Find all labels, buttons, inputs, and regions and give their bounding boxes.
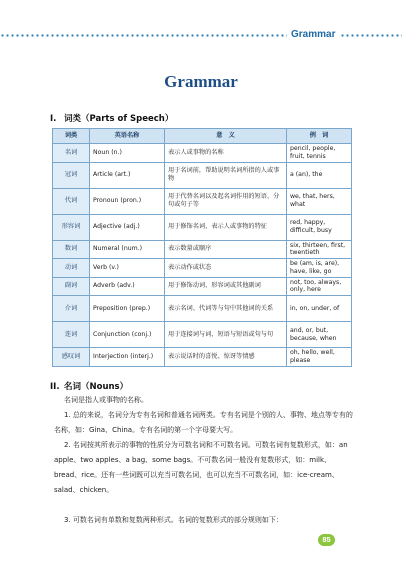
paragraph-intro: 名词是指人或事物的名称。 xyxy=(64,396,148,404)
cell: 表示说话时的喜悦、惊讶等情感 xyxy=(165,348,287,367)
cell: 动词 xyxy=(53,259,90,278)
paragraph-2: 2. 名词按其所表示的事物的性质分为可数名词和不可数名词。可数名词有复数形式，如：an apple、two apples、a bag、some bags。不可数名词一般没有复数形式，如：milk、bread、rice。还有一些词既可以充当可数名词，也可以充当不可数名词，如：ice-cream、salad、chicken。 xyxy=(54,441,348,494)
table-header-row xyxy=(53,129,352,144)
table-row xyxy=(53,259,352,278)
cell: six, thirteen, first, twentieth xyxy=(287,240,352,259)
cell: 名词 xyxy=(53,144,90,163)
header-band xyxy=(0,0,402,30)
cell: 介词 xyxy=(53,296,90,322)
cell: 用于修饰名词，表示人或事物的特征 xyxy=(165,214,287,240)
cell: be (am, is, are), have, like, go xyxy=(287,259,352,278)
cell: 形容词 xyxy=(53,214,90,240)
cell: 用于名词前，帮助说明名词所指的人或事物 xyxy=(165,162,287,188)
section-title: 词类（Parts of Speech） xyxy=(64,114,174,124)
section-heading-nouns xyxy=(50,380,128,392)
table-row xyxy=(53,296,352,322)
cell: Interjection (interj.) xyxy=(90,348,165,367)
cell: 冠词 xyxy=(53,162,90,188)
cell: we, that, hers, what xyxy=(287,188,352,214)
cell: and, or, but, because, when xyxy=(287,322,352,348)
column-header: 词类 xyxy=(53,129,90,144)
cell: 用于代替名词以及起名词作用的短语、分句或句子等 xyxy=(165,188,287,214)
table-row xyxy=(53,162,352,188)
section-number: I. xyxy=(50,114,57,124)
cell: Numeral (num.) xyxy=(90,240,165,259)
cell: 表示人或事物的名称 xyxy=(165,144,287,163)
table-row xyxy=(53,188,352,214)
table-row xyxy=(53,322,352,348)
table-row xyxy=(53,214,352,240)
cell: 数词 xyxy=(53,240,90,259)
paragraph-1: 1. 总的来说，名词分为专有名词和普通名词两类。专有名词是个别的人、事物、地点等专有的名称，如：Gina、China。专有名词的第一个字母要大写。 xyxy=(54,411,353,434)
cell: not, too, always, only, here xyxy=(287,277,352,296)
paragraph-3: 3. 可数名词有单数和复数两种形式。名词的复数形式的部分规则如下： xyxy=(64,516,283,524)
cell: a (an), the xyxy=(287,162,352,188)
cell: oh, hello, well, please xyxy=(287,348,352,367)
cell: 表示名词、代词等与句中其他词的关系 xyxy=(165,296,287,322)
parts-of-speech-table xyxy=(52,128,352,367)
column-header: 例 词 xyxy=(287,129,352,144)
cell: 表示动作或状态 xyxy=(165,259,287,278)
header-dotted-rule xyxy=(0,34,287,37)
section-heading-parts-of-speech xyxy=(50,112,173,124)
section-title: 名词（Nouns） xyxy=(64,382,129,392)
column-header: 意 义 xyxy=(165,129,287,144)
table-row xyxy=(53,240,352,259)
header-section-tag: Grammar xyxy=(291,29,336,40)
cell: 连词 xyxy=(53,322,90,348)
cell: Conjunction (conj.) xyxy=(90,322,165,348)
cell: 表示数量或顺序 xyxy=(165,240,287,259)
cell: Preposition (prep.) xyxy=(90,296,165,322)
cell: red, happy, difficult, busy xyxy=(287,214,352,240)
table-row xyxy=(53,144,352,163)
cell: 代词 xyxy=(53,188,90,214)
cell: Noun (n.) xyxy=(90,144,165,163)
cell: 用于修饰动词、形容词或其他副词 xyxy=(165,277,287,296)
header-dotted-rule-right xyxy=(340,34,402,37)
section-number: II. xyxy=(50,382,60,392)
table-row xyxy=(53,277,352,296)
cell: Pronoun (pron.) xyxy=(90,188,165,214)
cell: Article (art.) xyxy=(90,162,165,188)
cell: Adjective (adj.) xyxy=(90,214,165,240)
page-title: Grammar xyxy=(164,72,238,91)
cell: pencil, people, fruit, tennis xyxy=(287,144,352,163)
cell: 感叹词 xyxy=(53,348,90,367)
page-number-badge: 85 xyxy=(318,534,335,546)
cell: 用于连接词与词、短语与短语或句与句 xyxy=(165,322,287,348)
cell: Adverb (adv.) xyxy=(90,277,165,296)
cell: in, on, under, of xyxy=(287,296,352,322)
cell: 副词 xyxy=(53,277,90,296)
cell: Verb (v.) xyxy=(90,259,165,278)
column-header: 英语名称 xyxy=(90,129,165,144)
table-row xyxy=(53,348,352,367)
